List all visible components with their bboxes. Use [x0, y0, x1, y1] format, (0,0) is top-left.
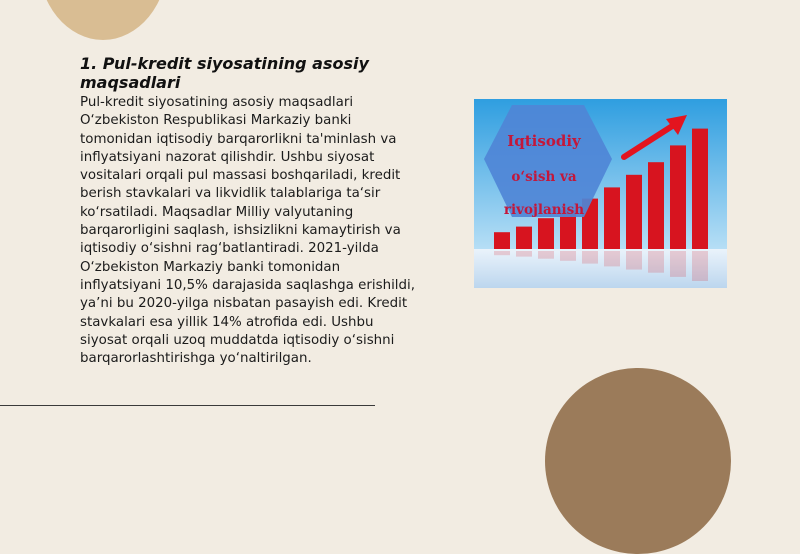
floor-reflection [474, 249, 727, 288]
bar-reflection-6 [604, 251, 620, 266]
slide-title: 1. Pul-kredit siyosatining asosiy maqsadlari [80, 54, 369, 92]
bar-reflection-3 [538, 251, 554, 259]
bar-6 [604, 187, 620, 249]
bar-reflection-8 [648, 251, 664, 273]
hexagon-text-line-3: rivojlanish [503, 202, 585, 218]
bar-10 [692, 129, 708, 249]
bar-reflection-4 [560, 251, 576, 261]
decorative-circle-bottom [545, 368, 731, 554]
decorative-circle-top [38, 0, 168, 40]
slide-body-text: Pul-kredit siyosatining asosiy maqsadlari O‘zbekiston Respublikasi Markaziy banki tomonidan iqtisodiy barqarorlikni ta'minlash va inflyatsiyani nazorat qilishdir. Ushbu siyosat vositalari orqali pul massasi boshqariladi, kredit berish stavkalari va likvidlik talablariga ta‘sir ko‘rsatiladi. Maqsadlar Milliy valyutaning barqarorligini saqlash, ishsizlikni kamaytirish va iqtisodiy o‘sishni rag‘batlantiradi. 2021-yilda O‘zbekiston Markaziy banki tomonidan inflyatsiyani 10,5% darajasida saqlashga erishildi, ya’ni bu 2020-yilga nisbatan pasayish edi. Kredit stavkalari esa yillik 14% atrofida edi. Ushbu siyosat orqali uzoq muddatda iqtisodiy o‘sishni barqarorlashtirishga yo‘naltirilgan. [80, 95, 415, 367]
bar-reflection-9 [670, 251, 686, 277]
bar-reflection-2 [516, 251, 532, 257]
growth-chart-illustration [474, 99, 727, 288]
hexagon-text-line-2: o‘sish va [511, 169, 577, 185]
bar-9 [670, 145, 686, 249]
bar-1 [494, 232, 510, 249]
bar-reflection-1 [494, 251, 510, 255]
illustration-svg [474, 99, 727, 288]
bar-8 [648, 162, 664, 249]
bar-2 [516, 227, 532, 249]
bar-reflection-5 [582, 251, 598, 264]
bar-7 [626, 175, 642, 249]
hexagon-text-line-1: Iqtisodiy [507, 132, 581, 150]
divider-line [0, 405, 375, 406]
bar-reflection-7 [626, 251, 642, 270]
bar-3 [538, 218, 554, 249]
bar-reflection-10 [692, 251, 708, 281]
